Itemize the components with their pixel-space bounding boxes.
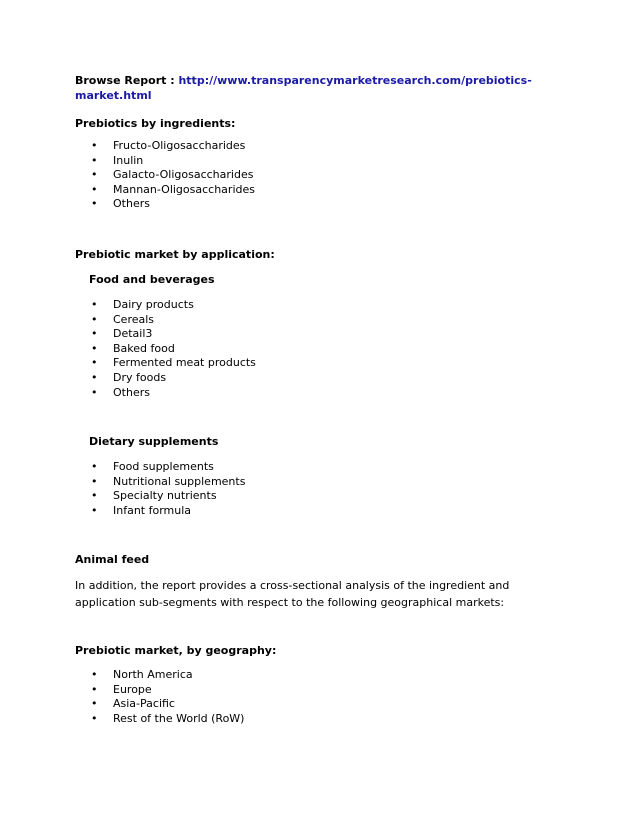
dietary-supplements-heading: Dietary supplements [89,435,219,448]
bullet-icon: • [91,668,98,681]
bullet-icon: • [91,168,98,182]
list-item: • Cereals [91,312,155,326]
bullet-icon: • [91,327,98,341]
list-item: • Europe [91,682,152,696]
bullet-icon: • [91,341,98,355]
bullet-icon: • [91,489,98,503]
list-item: • Mannan-Oligosaccharides [91,182,255,196]
browse-report-line [75,73,555,103]
geography-list [89,668,244,726]
application-heading: Prebiotic market by application: [75,248,275,261]
food-beverages-heading: Food and beverages [89,273,215,286]
list-item: • Fermented meat products [91,356,256,370]
bullet-icon: • [91,474,98,488]
ingredients-heading: Prebiotics by ingredients: [75,117,236,130]
list-item: • Dairy products [91,298,194,311]
bullet-icon: • [91,139,98,152]
bullet-icon: • [91,711,98,725]
bullet-icon: • [91,298,98,311]
ingredients-list [89,139,255,212]
list-item: • Asia-Pacific [91,697,175,711]
food-list [89,298,256,400]
bullet-icon: • [91,356,98,370]
list-item: • North America [91,668,193,681]
browse-report-link[interactable]: http://www.transparencymarketresearch.com/prebiotics- [178,74,532,87]
list-item: • Inulin [91,153,144,167]
animal-feed-heading: Animal feed [75,553,150,566]
bullet-icon: • [91,385,98,399]
bullet-icon: • [91,370,98,384]
bullet-icon: • [91,460,98,473]
bullet-icon: • [91,197,98,211]
analysis-paragraph: In addition, the report provides a cross-sectional analysis of the ingredient and application sub-segments with respect to the following geographical markets: [75,579,510,609]
list-item: • Fructo-Oligosaccharides [91,139,246,152]
list-item: • Others [91,385,150,399]
browse-report-link-cont[interactable]: market.html [75,89,152,102]
list-item: • Detail3 [91,327,153,341]
bullet-icon: • [91,182,98,196]
list-item: • Food supplements [91,460,214,473]
list-item: • Galacto-Oligosaccharides [91,168,254,182]
list-item: • Infant formula [91,503,192,517]
list-item: • Others [91,197,150,211]
dietary-list [89,460,245,518]
bullet-icon: • [91,503,98,517]
list-item: • Baked food [91,341,175,355]
bullet-icon: • [91,697,98,711]
list-item: • Specialty nutrients [91,489,217,503]
bullet-icon: • [91,312,98,326]
bullet-icon: • [91,682,98,696]
list-item: • Nutritional supplements [91,474,246,488]
browse-report-label: Browse Report : [75,74,179,87]
bullet-icon: • [91,153,98,167]
geography-heading: Prebiotic market, by geography: [75,644,277,657]
list-item: • Rest of the World (RoW) [91,711,245,725]
list-item: • Dry foods [91,370,167,384]
